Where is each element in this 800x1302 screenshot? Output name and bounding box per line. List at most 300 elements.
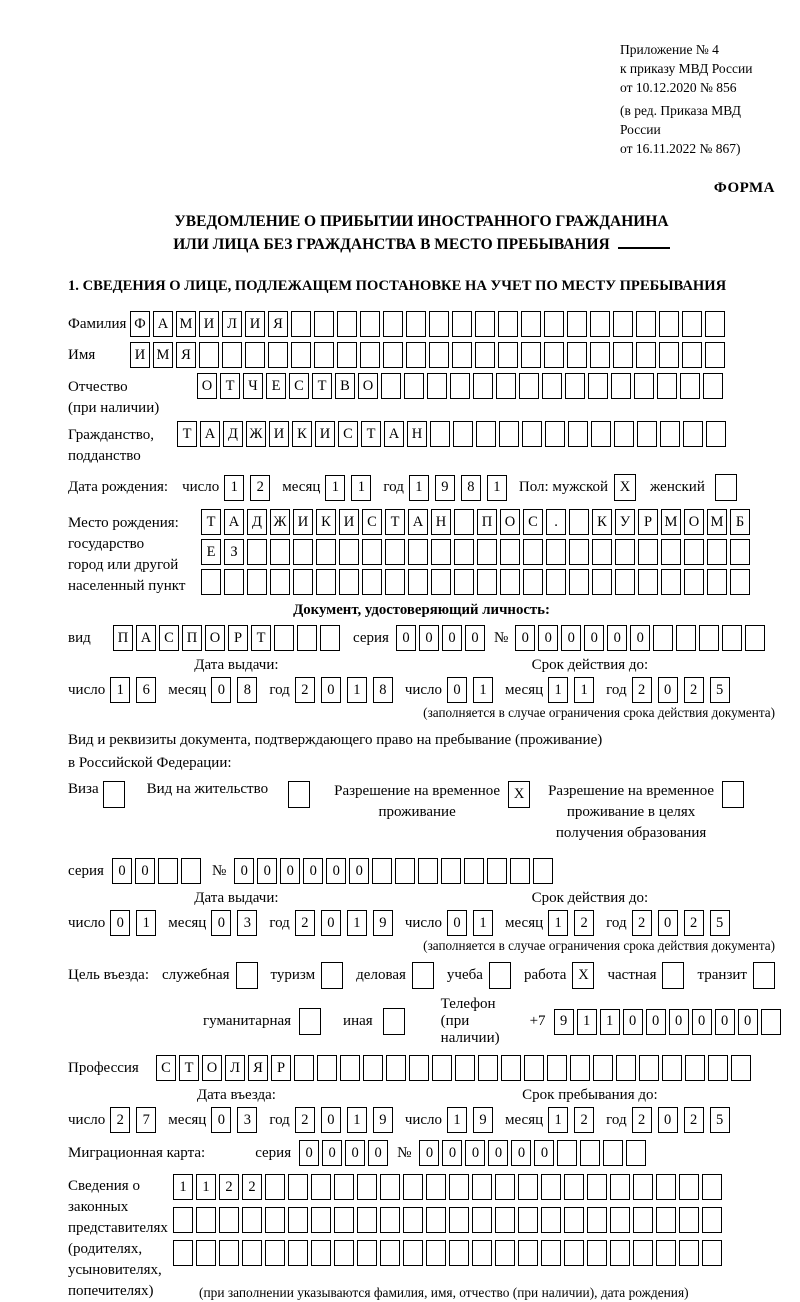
char-box[interactable] (564, 1240, 584, 1266)
char-box[interactable] (406, 311, 426, 337)
char-box[interactable] (590, 342, 610, 368)
char-box[interactable] (676, 625, 696, 651)
char-box[interactable] (685, 1055, 705, 1081)
char-box[interactable] (478, 1055, 498, 1081)
char-box[interactable]: М (661, 509, 681, 535)
char-box[interactable] (268, 342, 288, 368)
char-box[interactable] (173, 1240, 193, 1266)
char-box[interactable]: 0 (321, 677, 341, 703)
char-box[interactable]: 0 (534, 1140, 554, 1166)
char-box[interactable] (334, 1240, 354, 1266)
char-box[interactable] (475, 342, 495, 368)
char-box[interactable] (546, 539, 566, 565)
char-box[interactable] (339, 539, 359, 565)
char-box[interactable] (518, 1174, 538, 1200)
char-box[interactable] (544, 342, 564, 368)
char-box[interactable] (357, 1207, 377, 1233)
char-box[interactable]: Ф (130, 311, 150, 337)
char-box[interactable] (472, 1207, 492, 1233)
char-box[interactable] (568, 421, 588, 447)
char-box[interactable] (242, 1207, 262, 1233)
char-box[interactable]: 0 (607, 625, 627, 651)
char-box[interactable] (498, 311, 518, 337)
char-box[interactable]: В (335, 373, 355, 399)
char-box[interactable] (656, 1174, 676, 1200)
char-box[interactable] (339, 569, 359, 595)
char-box[interactable]: . (546, 509, 566, 535)
char-box[interactable]: 0 (211, 677, 231, 703)
char-box[interactable] (569, 569, 589, 595)
char-box[interactable]: 0 (299, 1140, 319, 1166)
char-box[interactable]: 1 (196, 1174, 216, 1200)
char-box[interactable] (570, 1055, 590, 1081)
char-box[interactable]: 1 (548, 910, 568, 936)
char-box[interactable] (427, 373, 447, 399)
char-box[interactable]: 8 (237, 677, 257, 703)
char-box[interactable]: Я (176, 342, 196, 368)
char-box[interactable]: 0 (303, 858, 323, 884)
char-box[interactable] (567, 342, 587, 368)
char-box[interactable] (247, 539, 267, 565)
char-box[interactable] (477, 569, 497, 595)
char-box[interactable] (408, 569, 428, 595)
char-box[interactable] (454, 509, 474, 535)
char-box[interactable] (705, 311, 725, 337)
char-box[interactable]: Я (268, 311, 288, 337)
char-box[interactable] (441, 858, 461, 884)
char-box[interactable]: А (384, 421, 404, 447)
temp-residence-permit-checkbox[interactable]: X (508, 781, 530, 808)
char-box[interactable] (340, 1055, 360, 1081)
char-box[interactable]: 1 (409, 475, 429, 501)
char-box[interactable]: 1 (224, 475, 244, 501)
education-permit-checkbox[interactable] (722, 781, 744, 808)
char-box[interactable] (472, 1240, 492, 1266)
char-box[interactable] (708, 1055, 728, 1081)
char-box[interactable] (567, 311, 587, 337)
purpose-private-checkbox[interactable] (662, 962, 684, 989)
char-box[interactable] (477, 539, 497, 565)
char-box[interactable]: 0 (658, 910, 678, 936)
char-box[interactable] (592, 539, 612, 565)
char-box[interactable] (403, 1174, 423, 1200)
char-box[interactable] (542, 373, 562, 399)
char-box[interactable]: 2 (295, 677, 315, 703)
char-box[interactable]: 2 (684, 677, 704, 703)
char-box[interactable] (541, 1240, 561, 1266)
char-box[interactable]: Т (385, 509, 405, 535)
char-box[interactable] (362, 569, 382, 595)
char-box[interactable]: И (339, 509, 359, 535)
char-box[interactable]: 0 (211, 1107, 231, 1133)
char-box[interactable]: 0 (623, 1009, 643, 1035)
char-box[interactable] (591, 421, 611, 447)
char-box[interactable] (449, 1174, 469, 1200)
char-box[interactable]: Л (225, 1055, 245, 1081)
char-box[interactable] (357, 1174, 377, 1200)
char-box[interactable] (656, 1240, 676, 1266)
char-box[interactable]: 2 (574, 910, 594, 936)
female-checkbox[interactable] (715, 474, 737, 501)
char-box[interactable] (707, 569, 727, 595)
char-box[interactable] (680, 373, 700, 399)
char-box[interactable] (524, 1055, 544, 1081)
char-box[interactable] (518, 1240, 538, 1266)
char-box[interactable] (682, 342, 702, 368)
purpose-other-checkbox[interactable] (383, 1008, 405, 1035)
char-box[interactable]: И (130, 342, 150, 368)
char-box[interactable]: И (245, 311, 265, 337)
char-box[interactable] (533, 858, 553, 884)
char-box[interactable] (638, 539, 658, 565)
char-box[interactable]: 2 (632, 677, 652, 703)
char-box[interactable] (588, 373, 608, 399)
char-box[interactable] (684, 539, 704, 565)
char-box[interactable]: И (199, 311, 219, 337)
char-box[interactable]: Р (271, 1055, 291, 1081)
char-box[interactable]: 1 (473, 677, 493, 703)
char-box[interactable] (242, 1240, 262, 1266)
char-box[interactable] (500, 539, 520, 565)
char-box[interactable]: М (707, 509, 727, 535)
char-box[interactable]: 0 (584, 625, 604, 651)
char-box[interactable] (637, 421, 657, 447)
char-box[interactable]: 3 (237, 910, 257, 936)
char-box[interactable] (638, 569, 658, 595)
char-box[interactable]: 5 (710, 1107, 730, 1133)
char-box[interactable]: 1 (548, 677, 568, 703)
char-box[interactable]: 0 (135, 858, 155, 884)
char-box[interactable]: С (523, 509, 543, 535)
char-box[interactable]: Р (638, 509, 658, 535)
char-box[interactable] (679, 1240, 699, 1266)
char-box[interactable] (761, 1009, 781, 1035)
char-box[interactable] (320, 625, 340, 651)
char-box[interactable] (472, 1174, 492, 1200)
char-box[interactable]: 0 (110, 910, 130, 936)
char-box[interactable] (453, 421, 473, 447)
char-box[interactable]: 1 (173, 1174, 193, 1200)
char-box[interactable] (288, 1240, 308, 1266)
char-box[interactable]: 0 (211, 910, 231, 936)
char-box[interactable]: 0 (538, 625, 558, 651)
char-box[interactable] (547, 1055, 567, 1081)
char-box[interactable] (590, 311, 610, 337)
char-box[interactable]: 1 (577, 1009, 597, 1035)
char-box[interactable] (454, 539, 474, 565)
purpose-work-checkbox[interactable]: X (572, 962, 594, 989)
char-box[interactable]: 1 (325, 475, 345, 501)
char-box[interactable] (293, 569, 313, 595)
char-box[interactable] (634, 373, 654, 399)
char-box[interactable] (633, 1174, 653, 1200)
char-box[interactable]: 2 (219, 1174, 239, 1200)
char-box[interactable] (288, 1174, 308, 1200)
char-box[interactable]: 0 (630, 625, 650, 651)
char-box[interactable] (730, 569, 750, 595)
char-box[interactable] (569, 509, 589, 535)
char-box[interactable]: 0 (658, 677, 678, 703)
char-box[interactable] (274, 625, 294, 651)
char-box[interactable]: М (153, 342, 173, 368)
char-box[interactable]: 0 (515, 625, 535, 651)
char-box[interactable] (311, 1174, 331, 1200)
char-box[interactable] (380, 1174, 400, 1200)
char-box[interactable] (360, 342, 380, 368)
char-box[interactable] (706, 421, 726, 447)
char-box[interactable] (409, 1055, 429, 1081)
char-box[interactable]: И (315, 421, 335, 447)
char-box[interactable] (682, 311, 702, 337)
char-box[interactable] (317, 1055, 337, 1081)
purpose-study-checkbox[interactable] (489, 962, 511, 989)
char-box[interactable] (614, 421, 634, 447)
char-box[interactable]: О (358, 373, 378, 399)
char-box[interactable] (395, 858, 415, 884)
char-box[interactable] (291, 311, 311, 337)
char-box[interactable]: 0 (257, 858, 277, 884)
char-box[interactable]: Т (201, 509, 221, 535)
char-box[interactable]: 0 (561, 625, 581, 651)
char-box[interactable] (679, 1174, 699, 1200)
char-box[interactable] (403, 1207, 423, 1233)
char-box[interactable] (587, 1207, 607, 1233)
char-box[interactable]: К (316, 509, 336, 535)
char-box[interactable] (730, 539, 750, 565)
char-box[interactable] (357, 1240, 377, 1266)
char-box[interactable] (293, 539, 313, 565)
residence-permit-checkbox[interactable] (288, 781, 310, 808)
char-box[interactable]: 9 (373, 910, 393, 936)
char-box[interactable] (265, 1207, 285, 1233)
char-box[interactable] (633, 1207, 653, 1233)
char-box[interactable] (510, 858, 530, 884)
char-box[interactable] (386, 1055, 406, 1081)
char-box[interactable] (495, 1240, 515, 1266)
char-box[interactable]: 0 (234, 858, 254, 884)
char-box[interactable]: С (338, 421, 358, 447)
char-box[interactable] (731, 1055, 751, 1081)
char-box[interactable]: 0 (419, 1140, 439, 1166)
char-box[interactable] (383, 311, 403, 337)
char-box[interactable] (564, 1207, 584, 1233)
char-box[interactable] (316, 569, 336, 595)
char-box[interactable]: 1 (548, 1107, 568, 1133)
char-box[interactable] (702, 1207, 722, 1233)
char-box[interactable] (684, 569, 704, 595)
char-box[interactable] (362, 539, 382, 565)
char-box[interactable] (521, 342, 541, 368)
char-box[interactable] (270, 539, 290, 565)
char-box[interactable]: 0 (112, 858, 132, 884)
char-box[interactable]: П (477, 509, 497, 535)
char-box[interactable]: 6 (136, 677, 156, 703)
char-box[interactable] (224, 569, 244, 595)
char-box[interactable]: 1 (447, 1107, 467, 1133)
char-box[interactable]: 2 (632, 910, 652, 936)
char-box[interactable] (580, 1140, 600, 1166)
char-box[interactable]: 1 (347, 677, 367, 703)
char-box[interactable] (661, 569, 681, 595)
char-box[interactable]: И (293, 509, 313, 535)
char-box[interactable] (657, 373, 677, 399)
char-box[interactable] (636, 311, 656, 337)
char-box[interactable]: Т (361, 421, 381, 447)
char-box[interactable]: 5 (710, 910, 730, 936)
char-box[interactable]: К (592, 509, 612, 535)
char-box[interactable]: Р (228, 625, 248, 651)
male-checkbox[interactable]: X (614, 474, 636, 501)
char-box[interactable] (679, 1207, 699, 1233)
char-box[interactable] (633, 1240, 653, 1266)
char-box[interactable] (426, 1240, 446, 1266)
char-box[interactable]: А (200, 421, 220, 447)
char-box[interactable] (546, 569, 566, 595)
char-box[interactable]: И (269, 421, 289, 447)
char-box[interactable] (408, 539, 428, 565)
char-box[interactable]: Н (407, 421, 427, 447)
char-box[interactable] (501, 1055, 521, 1081)
char-box[interactable] (294, 1055, 314, 1081)
char-box[interactable] (702, 1240, 722, 1266)
char-box[interactable] (611, 373, 631, 399)
char-box[interactable] (565, 373, 585, 399)
char-box[interactable]: Т (312, 373, 332, 399)
char-box[interactable] (449, 1240, 469, 1266)
char-box[interactable] (337, 342, 357, 368)
purpose-tourism-checkbox[interactable] (321, 962, 343, 989)
char-box[interactable]: 2 (295, 910, 315, 936)
char-box[interactable]: 8 (373, 677, 393, 703)
char-box[interactable]: 1 (136, 910, 156, 936)
char-box[interactable] (557, 1140, 577, 1166)
char-box[interactable] (610, 1207, 630, 1233)
char-box[interactable] (499, 421, 519, 447)
char-box[interactable]: 1 (351, 475, 371, 501)
char-box[interactable] (587, 1240, 607, 1266)
char-box[interactable] (610, 1240, 630, 1266)
char-box[interactable] (431, 569, 451, 595)
char-box[interactable] (450, 373, 470, 399)
char-box[interactable]: 2 (684, 1107, 704, 1133)
char-box[interactable] (519, 373, 539, 399)
char-box[interactable] (403, 1240, 423, 1266)
purpose-humanitarian-checkbox[interactable] (299, 1008, 321, 1035)
char-box[interactable]: С (362, 509, 382, 535)
char-box[interactable]: П (182, 625, 202, 651)
char-box[interactable] (311, 1240, 331, 1266)
char-box[interactable]: Я (248, 1055, 268, 1081)
char-box[interactable]: 9 (435, 475, 455, 501)
char-box[interactable]: Ж (246, 421, 266, 447)
char-box[interactable] (158, 858, 178, 884)
char-box[interactable] (222, 342, 242, 368)
char-box[interactable]: 0 (345, 1140, 365, 1166)
char-box[interactable] (385, 539, 405, 565)
char-box[interactable]: Б (730, 509, 750, 535)
char-box[interactable] (610, 1174, 630, 1200)
char-box[interactable] (702, 1174, 722, 1200)
char-box[interactable]: 9 (473, 1107, 493, 1133)
char-box[interactable]: Ч (243, 373, 263, 399)
char-box[interactable] (613, 311, 633, 337)
char-box[interactable] (705, 342, 725, 368)
char-box[interactable]: 9 (373, 1107, 393, 1133)
char-box[interactable] (314, 311, 334, 337)
char-box[interactable] (541, 1207, 561, 1233)
char-box[interactable]: 1 (574, 677, 594, 703)
char-box[interactable] (603, 1140, 623, 1166)
char-box[interactable] (297, 625, 317, 651)
char-box[interactable]: М (176, 311, 196, 337)
char-box[interactable] (270, 569, 290, 595)
char-box[interactable] (476, 421, 496, 447)
char-box[interactable]: 0 (669, 1009, 689, 1035)
char-box[interactable]: Н (431, 509, 451, 535)
char-box[interactable] (418, 858, 438, 884)
char-box[interactable]: 0 (368, 1140, 388, 1166)
char-box[interactable] (429, 311, 449, 337)
purpose-transit-checkbox[interactable] (753, 962, 775, 989)
char-box[interactable] (288, 1207, 308, 1233)
char-box[interactable]: 9 (554, 1009, 574, 1035)
char-box[interactable]: О (684, 509, 704, 535)
char-box[interactable]: 5 (710, 677, 730, 703)
char-box[interactable]: 0 (738, 1009, 758, 1035)
char-box[interactable] (314, 342, 334, 368)
char-box[interactable] (196, 1207, 216, 1233)
char-box[interactable] (245, 342, 265, 368)
char-box[interactable] (545, 421, 565, 447)
char-box[interactable] (593, 1055, 613, 1081)
char-box[interactable] (564, 1174, 584, 1200)
char-box[interactable]: 0 (715, 1009, 735, 1035)
char-box[interactable] (372, 858, 392, 884)
char-box[interactable] (521, 311, 541, 337)
char-box[interactable]: 2 (242, 1174, 262, 1200)
char-box[interactable] (429, 342, 449, 368)
char-box[interactable]: С (156, 1055, 176, 1081)
char-box[interactable] (265, 1240, 285, 1266)
char-box[interactable] (181, 858, 201, 884)
char-box[interactable] (522, 421, 542, 447)
char-box[interactable]: 0 (511, 1140, 531, 1166)
char-box[interactable] (523, 539, 543, 565)
char-box[interactable]: О (197, 373, 217, 399)
char-box[interactable] (592, 569, 612, 595)
char-box[interactable] (199, 342, 219, 368)
char-box[interactable] (639, 1055, 659, 1081)
char-box[interactable] (337, 311, 357, 337)
char-box[interactable]: У (615, 509, 635, 535)
char-box[interactable]: 3 (237, 1107, 257, 1133)
char-box[interactable]: А (136, 625, 156, 651)
char-box[interactable] (487, 858, 507, 884)
char-box[interactable] (653, 625, 673, 651)
char-box[interactable]: Ж (270, 509, 290, 535)
char-box[interactable] (464, 858, 484, 884)
char-box[interactable]: А (408, 509, 428, 535)
char-box[interactable] (430, 421, 450, 447)
char-box[interactable] (544, 311, 564, 337)
char-box[interactable] (569, 539, 589, 565)
char-box[interactable]: К (292, 421, 312, 447)
char-box[interactable] (683, 421, 703, 447)
char-box[interactable]: Е (201, 539, 221, 565)
char-box[interactable]: П (113, 625, 133, 651)
char-box[interactable] (452, 342, 472, 368)
char-box[interactable]: С (159, 625, 179, 651)
